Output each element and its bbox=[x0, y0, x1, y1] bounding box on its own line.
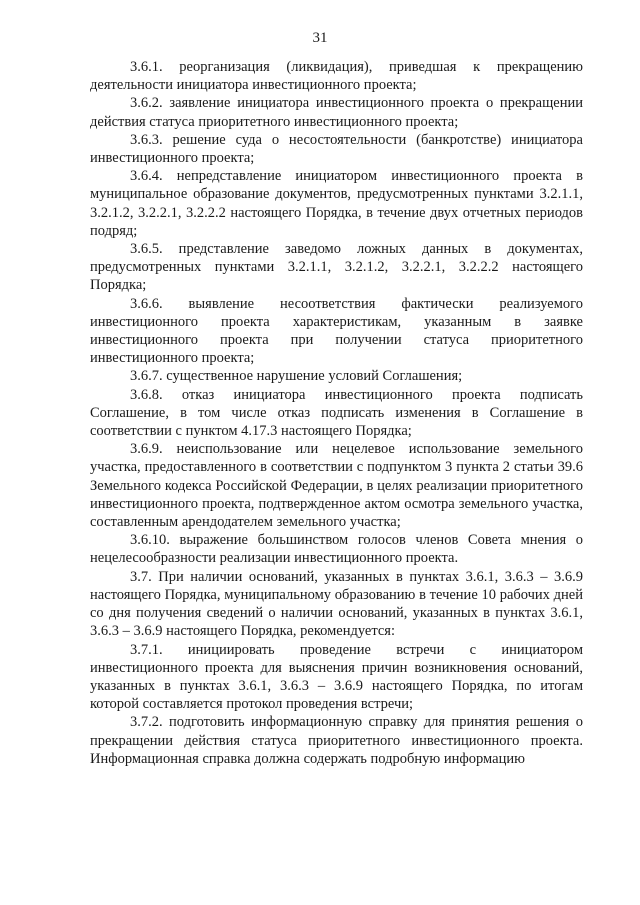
paragraph-3-6-8: 3.6.8. отказ инициатора инвестиционного проекта подписать Соглашение, в том числе отказ подписать изменения в Соглашение в соответствии с пунктом 4.17.3 настоящего Порядка; bbox=[90, 386, 583, 440]
paragraph-3-6-3: 3.6.3. решение суда о несостоятельности (банкротстве) инициатора инвестиционного проекта; bbox=[90, 131, 583, 167]
paragraph-3-6-1: 3.6.1. реорганизация (ликвидация), приведшая к прекращению деятельности инициатора инвестиционного проекта; bbox=[90, 59, 583, 94]
paragraph-3-6-9: 3.6.9. неиспользование или нецелевое использование земельного участка, предоставленного в соответствии с подпунктом 3 пункта 2 статьи 39.6 Земельного кодекса Российской Федерации, в целях реализации приоритетного инвестиционного проекта, подтвержденное актом осмотра земельного участка, составленным арендодателем земельного участка; bbox=[90, 441, 583, 531]
document-body bbox=[90, 58, 583, 768]
paragraph-3-6-2: 3.6.2. заявление инициатора инвестиционного проекта о прекращении действия статуса приоритетного инвестиционного проекта; bbox=[90, 95, 583, 130]
paragraph-3-6-7: 3.6.7. существенное нарушение условий Соглашения; bbox=[130, 368, 463, 385]
paragraph-3-6-4: 3.6.4. непредставление инициатором инвестиционного проекта в муниципальное образование документов, предусмотренных пунктами 3.2.1.1, 3.2.1.2, 3.2.2.1, 3.2.2.2 настоящего Порядка, в течение двух отчетных периодов подряд; bbox=[90, 168, 583, 239]
paragraph-3-6-10: 3.6.10. выражение большинством голосов членов Совета мнения о нецелесообразности реализации инвестиционного проекта. bbox=[90, 532, 583, 567]
paragraph-3-7-1: 3.7.1. инициировать проведение встречи с инициатором инвестиционного проекта для выяснения причин возникновения оснований, указанных в пунктах 3.6.1, 3.6.3 – 3.6.9 настоящего Порядка, по итогам которой составляется протокол проведения встречи; bbox=[90, 641, 583, 713]
paragraph-3-7: 3.7. При наличии оснований, указанных в пунктах 3.6.1, 3.6.3 – 3.6.9 настоящего Порядка, муниципальному образованию в течение 10 рабочих дней со дня получения сведений о наличии оснований, указанных в пунктах 3.6.1, 3.6.3 – 3.6.9 настоящего Порядка, рекомендуется: bbox=[90, 568, 583, 640]
page-number: 31 bbox=[312, 30, 328, 46]
paragraph-3-6-5: 3.6.5. представление заведомо ложных данных в документах, предусмотренных пунктами 3.2.1.1, 3.2.1.2, 3.2.2.1, 3.2.2.2 настоящего Порядка; bbox=[90, 241, 583, 294]
paragraph-3-7-2: 3.7.2. подготовить информационную справку для принятия решения о прекращении действия статуса приоритетного инвестиционного проекта. Информационная справка должна содержать подробную информацию bbox=[90, 714, 583, 767]
paragraph-3-6-6: 3.6.6. выявление несоответствия фактически реализуемого инвестиционного проекта характеристикам, указанным в заявке инвестиционного проекта при получении статуса приоритетного инвестиционного проекта; bbox=[90, 295, 583, 367]
